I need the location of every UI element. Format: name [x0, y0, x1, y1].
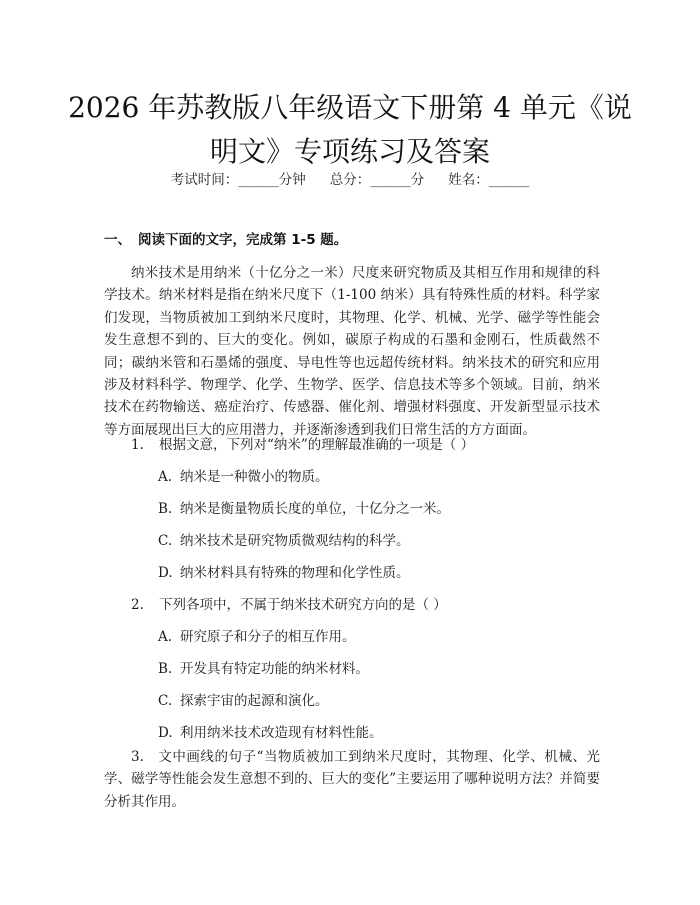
option-letter: B. [158, 501, 173, 517]
question-2-option-d [158, 722, 383, 744]
option-text: 利用纳米技术改造现有材料性能。 [180, 725, 383, 741]
option-text: 研究原子和分子的相互作用。 [180, 629, 356, 645]
question-number: 2. [131, 597, 144, 613]
question-2-option-a [158, 626, 356, 648]
question-2-option-c [158, 690, 329, 712]
question-1-option-a [158, 466, 329, 488]
question-number: 1. [131, 437, 144, 453]
option-text: 纳米材料具有特殊的物理和化学性质。 [180, 565, 410, 581]
option-text: 纳米技术是研究物质微观结构的科学。 [180, 533, 410, 549]
option-letter: D. [158, 725, 173, 741]
question-1 [131, 434, 474, 456]
question-2 [131, 594, 447, 616]
exam-info-line [0, 168, 700, 188]
exam-time-field: 考试时间：______分钟 [170, 172, 306, 188]
option-text: 探索宇宙的起源和演化。 [180, 693, 329, 709]
reading-passage: 纳米技术是用纳米（十亿分之一米）尺度来研究物质及其相互作用和规律的科学技术。纳米材料是指在纳米尺度下（1-100 纳米）具有特殊性质的材料。科学家们发现，当物质被加工到纳米尺度时，其物理、化学、机械、光学、磁学等性能会发生意想不到的、巨大的变化。例如，碳原子构成的石墨和金刚石，性质截然不同；碳纳米管和石墨烯的强度、导电性等也远超传统材料。纳米技术的研究和应用涉及材料科学、物理学、化学、生物学、医学、信息技术等多个领域。目前，纳米技术在药物输送、癌症治疗、传感器、催化剂、增强材料强度、开发新型显示技术等方面展现出巨大的应用潜力，并逐渐渗透到我们日常生活的方方面面。 [104, 265, 600, 438]
option-text: 开发具有特定功能的纳米材料。 [180, 661, 369, 677]
question-2-option-b [158, 658, 369, 680]
question-text: 下列各项中，不属于纳米技术研究方向的是（ ） [159, 597, 447, 613]
option-letter: C. [158, 533, 173, 549]
option-text: 纳米是衡量物质长度的单位，十亿分之一米。 [180, 501, 450, 517]
section-heading-text: 阅读下面的文字，完成第 1-5 题。 [138, 232, 348, 248]
question-text: 文中画线的句子“当物质被加工到纳米尺度时，其物理、化学、机械、光学、磁学等性能会发生意想不到的、巨大的变化”主要运用了哪种说明方法？并简要分析其作用。 [104, 749, 600, 810]
option-letter: B. [158, 661, 173, 677]
option-letter: A. [158, 629, 173, 645]
question-3 [104, 746, 600, 813]
question-1-option-d [158, 562, 410, 584]
option-letter: A. [158, 469, 173, 485]
exam-name-field: 姓名：______ [448, 172, 530, 188]
option-text: 纳米是一种微小的物质。 [180, 469, 329, 485]
option-letter: C. [158, 693, 173, 709]
section-number: 一、 [104, 232, 131, 248]
question-text: 根据文意，下列对“纳米”的理解最准确的一项是（ ） [159, 437, 475, 453]
document-title: 2026 年苏教版八年级语文下册第 4 单元《说明文》专项练习及答案 [68, 91, 632, 168]
question-1-option-b [158, 498, 450, 520]
question-number: 3. [131, 749, 144, 765]
exam-score-field: 总分：______分 [329, 172, 425, 188]
section-heading [104, 228, 347, 248]
question-1-option-c [158, 530, 410, 552]
option-letter: D. [158, 565, 173, 581]
